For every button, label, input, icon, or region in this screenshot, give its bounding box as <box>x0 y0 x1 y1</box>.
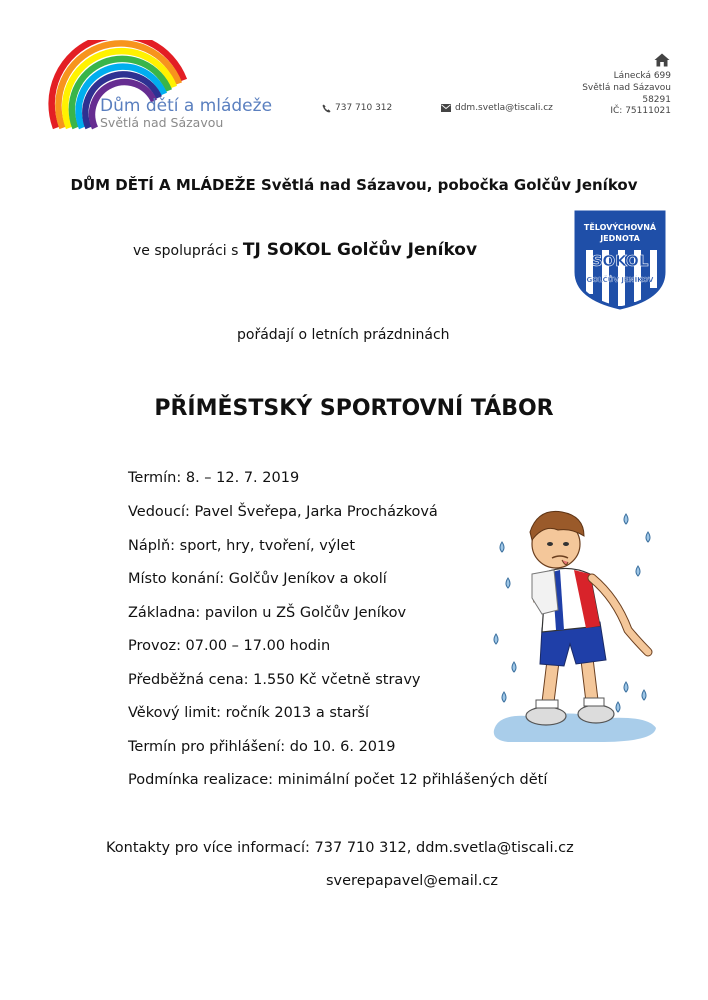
detail-age-limit: Věkový limit: ročník 2013 a starší <box>128 705 370 721</box>
cooperation-line <box>133 240 477 260</box>
contacts-email-2[interactable]: sverepapavel@email.cz <box>326 873 499 889</box>
sokol-text-middle: JEDNOTA <box>600 234 640 243</box>
house-icon <box>654 53 670 67</box>
detail-base: Základna: pavilon u ZŠ Golčův Jeníkov <box>128 605 407 621</box>
sweating-runner-illustration <box>488 502 668 744</box>
event-title: PŘÍMĚSTSKÝ SPORTOVNÍ TÁBOR <box>154 396 554 421</box>
address-zip: 58291 <box>642 95 671 105</box>
detail-content: Náplň: sport, hry, tvoření, výlet <box>128 538 356 554</box>
logo-subtitle: Světlá nad Sázavou <box>100 115 224 130</box>
sokol-text-top: TĚLOVÝCHOVNÁ <box>583 223 657 232</box>
sokol-emblem <box>572 210 668 310</box>
address-street: Lánecká 699 <box>613 71 671 81</box>
detail-hours: Provoz: 07.00 – 17.00 hodin <box>128 638 331 654</box>
intro-line: pořádají o letních prázdninách <box>237 327 450 343</box>
header-email[interactable] <box>441 103 553 113</box>
cooperation-club: TJ SOKOL Golčův Jeníkov <box>242 240 478 260</box>
detail-registration-deadline: Termín pro přihlášení: do 10. 6. 2019 <box>128 739 396 755</box>
contacts-line: Kontakty pro více informací: 737 710 312, ddm.svetla@tiscali.cz <box>106 840 574 856</box>
sokol-text-name: SOKOL <box>591 252 649 270</box>
envelope-icon <box>441 104 451 112</box>
sokol-text-place: GOLČŮV JENÍKOV <box>586 276 654 284</box>
phone-icon <box>322 104 331 113</box>
logo-name: Dům dětí a mládeže <box>100 96 273 116</box>
detail-price: Předběžná cena: 1.550 Kč včetně stravy <box>128 672 421 688</box>
detail-condition: Podmínka realizace: minimální počet 12 přihlášených dětí <box>128 772 548 788</box>
cooperation-prefix: ve spolupráci s <box>133 243 243 259</box>
header-phone-text: 737 710 312 <box>335 103 393 113</box>
header-phone[interactable] <box>322 103 392 113</box>
detail-leaders: Vedoucí: Pavel Šveřepa, Jarka Procházková <box>128 504 438 520</box>
header-email-text: ddm.svetla@tiscali.cz <box>455 103 553 113</box>
organizer-line: DŮM DĚTÍ A MLÁDEŽE Světlá nad Sázavou, pobočka Golčův Jeníkov <box>70 176 638 194</box>
detail-place: Místo konání: Golčův Jeníkov a okolí <box>128 571 387 587</box>
address-ico: IČ: 75111021 <box>610 106 671 116</box>
detail-date: Termín: 8. – 12. 7. 2019 <box>128 470 300 486</box>
address-city: Světlá nad Sázavou <box>582 83 671 93</box>
